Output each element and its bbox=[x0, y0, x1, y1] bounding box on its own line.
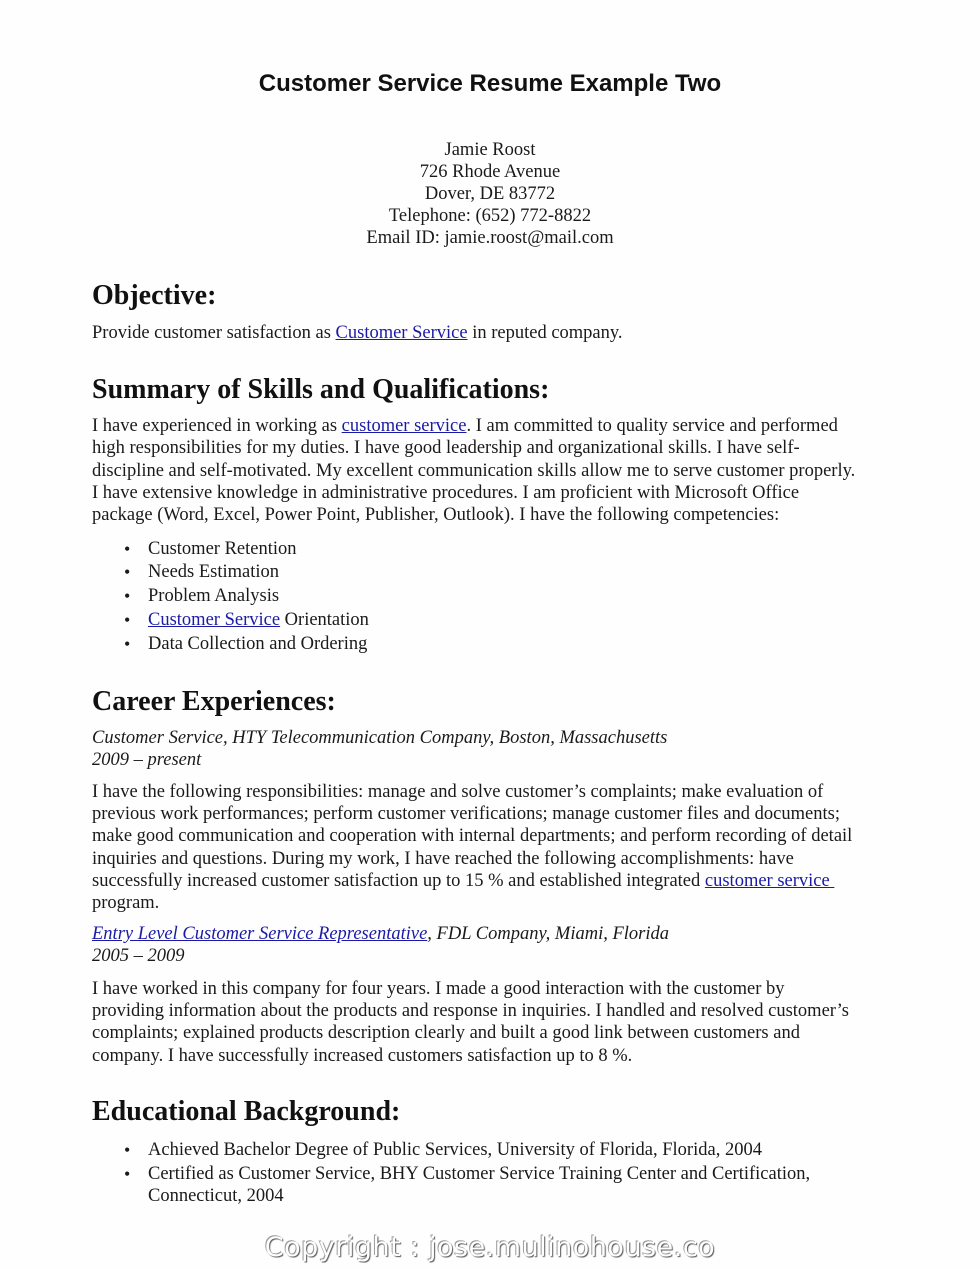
text-segment: in reputed company. bbox=[467, 323, 623, 343]
text-line bbox=[92, 978, 785, 1000]
text-segment: providing information about the products and response in inquiries. I handled and resolved customer’s bbox=[92, 1001, 849, 1022]
text-segment: I have experienced in working as bbox=[92, 416, 342, 436]
text-line bbox=[92, 870, 834, 892]
text-line bbox=[92, 437, 800, 459]
text-segment: Provide customer satisfaction as bbox=[92, 323, 336, 343]
list-item bbox=[148, 1163, 810, 1185]
text-segment: Problem Analysis bbox=[148, 586, 280, 606]
job-title-line bbox=[92, 749, 201, 771]
hyperlink[interactable]: Customer Service bbox=[335, 323, 468, 343]
bullet-icon: • bbox=[124, 562, 131, 582]
text-segment: company. I have successfully increased customers satisfaction up to 8 %. bbox=[92, 1045, 633, 1066]
text-segment: Customer Retention bbox=[148, 539, 297, 559]
contact-line: Email ID: jamie.roost@mail.com bbox=[366, 228, 614, 248]
page-title: Customer Service Resume Example Two bbox=[258, 70, 722, 97]
text-line bbox=[92, 825, 852, 847]
bullet-icon: • bbox=[124, 634, 131, 654]
text-line bbox=[92, 781, 823, 803]
section-heading-summary: Summary of Skills and Qualifications: bbox=[92, 374, 550, 405]
hyperlink[interactable]: Entry Level Customer Service Representative bbox=[92, 924, 428, 944]
contact-line: Telephone: (652) 772-8822 bbox=[388, 206, 592, 226]
text-segment: Orientation bbox=[280, 610, 369, 630]
text-segment: Achieved Bachelor Degree of Public Services, University of Florida, Florida, 2004 bbox=[148, 1140, 762, 1160]
hyperlink[interactable]: customer service bbox=[704, 870, 835, 891]
text-segment: package (Word, Excel, Power Point, Publisher, Outlook). I have the following competencies: bbox=[92, 505, 780, 526]
bullet-icon: • bbox=[124, 1140, 131, 1160]
bullet-icon: • bbox=[124, 610, 131, 630]
text-segment: make good communication and cooperation with internal departments; and perform recording of detail bbox=[92, 826, 853, 847]
bullet-icon: • bbox=[124, 586, 131, 606]
text-line bbox=[92, 1022, 800, 1044]
hyperlink[interactable]: customer service bbox=[341, 416, 467, 436]
list-item bbox=[148, 1139, 762, 1161]
list-item bbox=[148, 538, 297, 560]
list-item bbox=[148, 609, 369, 631]
text-segment: I have worked in this company for four years. I made a good interaction with the customer by bbox=[92, 979, 785, 999]
job-title-line bbox=[92, 727, 667, 749]
text-segment: Certified as Customer Service, BHY Customer Service Training Center and Certification, bbox=[148, 1164, 811, 1184]
text-line bbox=[92, 460, 855, 482]
text-segment: 2009 – present bbox=[92, 750, 202, 770]
text-line bbox=[92, 415, 838, 437]
hyperlink[interactable]: Customer Service bbox=[148, 610, 281, 630]
section-heading-objective: Objective: bbox=[92, 280, 217, 311]
job-title-line bbox=[92, 923, 669, 945]
text-segment: inquiries and questions. During my work, I have reached the following accomplishments: have bbox=[92, 848, 794, 869]
text-line bbox=[92, 803, 840, 825]
text-segment: Data Collection and Ordering bbox=[148, 634, 368, 654]
contact-line: Dover, DE 83772 bbox=[424, 184, 556, 204]
text-line bbox=[92, 892, 159, 914]
text-segment: , FDL Company, Miami, Florida bbox=[427, 924, 670, 944]
watermark: Copyright : jose.mulinohouse.co bbox=[264, 1232, 716, 1263]
text-line bbox=[92, 482, 799, 504]
text-segment: 2005 – 2009 bbox=[92, 946, 185, 966]
text-line bbox=[92, 1045, 632, 1067]
bullet-icon: • bbox=[124, 1164, 131, 1184]
bullet-icon: • bbox=[124, 539, 131, 559]
text-line bbox=[92, 1000, 849, 1022]
text-segment: Needs Estimation bbox=[148, 562, 280, 582]
list-item bbox=[148, 1185, 284, 1207]
text-segment: previous work performances; perform customer verifications; manage customer files and documents; bbox=[92, 804, 840, 825]
list-item bbox=[148, 561, 279, 583]
list-item bbox=[148, 633, 367, 655]
section-heading-education: Educational Background: bbox=[92, 1096, 401, 1127]
text-line bbox=[92, 848, 794, 870]
text-segment: Connecticut, 2004 bbox=[148, 1186, 284, 1206]
text-segment: high responsibilities for my duties. I have good leadership and organizational skills. I have self- bbox=[92, 438, 800, 459]
text-line bbox=[92, 504, 779, 526]
text-segment: discipline and self-motivated. My excellent communication skills allow me to serve customer properly. bbox=[92, 460, 856, 481]
text-segment: Customer Service, HTY Telecommunication Company, Boston, Massachusetts bbox=[92, 728, 668, 748]
contact-line: 726 Rhode Avenue bbox=[419, 162, 561, 182]
text-segment: complaints; explained products description clearly and built a good link between customers and bbox=[92, 1023, 800, 1044]
section-heading-career: Career Experiences: bbox=[92, 686, 336, 717]
text-segment: I have extensive knowledge in administrative procedures. I am proficient with Microsoft Office bbox=[92, 482, 800, 503]
text-segment: successfully increased customer satisfaction up to 15 % and established integrated bbox=[92, 870, 705, 891]
text-line bbox=[92, 322, 623, 344]
job-title-line bbox=[92, 945, 185, 967]
text-segment: I have the following responsibilities: manage and solve customer’s complaints; make evaluation of bbox=[92, 782, 824, 802]
list-item bbox=[148, 585, 279, 607]
text-segment: . I am committed to quality service and performed bbox=[466, 416, 838, 436]
contact-line: Jamie Roost bbox=[444, 140, 536, 160]
text-segment: program. bbox=[92, 893, 160, 913]
